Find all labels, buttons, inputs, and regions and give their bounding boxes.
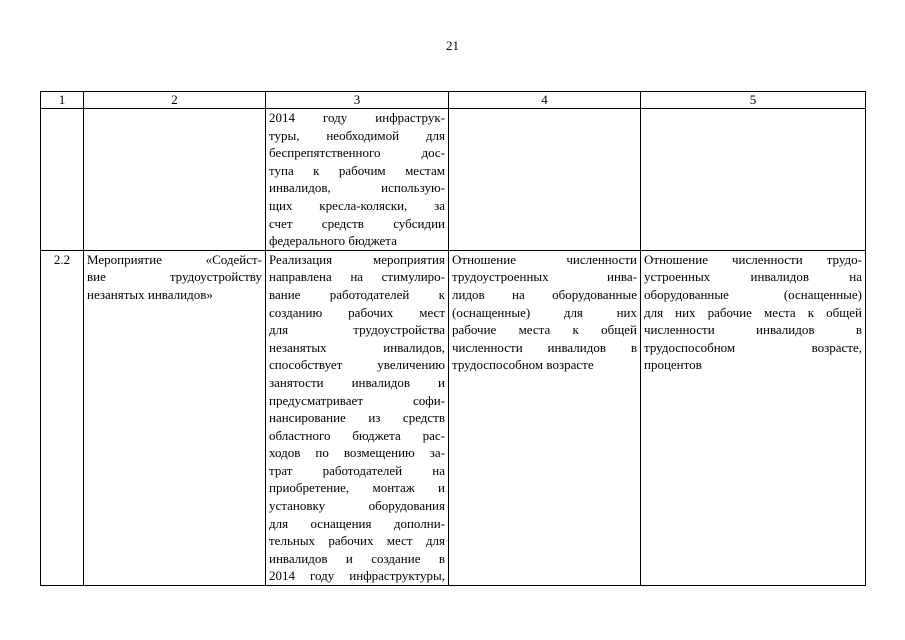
text-line: для оснащения дополни- xyxy=(269,515,445,531)
page-number: 21 xyxy=(446,38,459,53)
text-line: Реализация мероприятия xyxy=(269,251,445,267)
text-line: беспрепятственного дос- xyxy=(269,145,445,161)
text-line: рабочие места к общей xyxy=(452,322,637,338)
text-line: занятости инвалидов и xyxy=(269,374,445,390)
text-line: созданию рабочих мест xyxy=(269,304,445,320)
header-cell-5: 5 xyxy=(641,92,866,109)
text-line: незанятых инвалидов» xyxy=(87,286,213,302)
header-cell-1: 1 xyxy=(41,92,84,109)
table-row-continued xyxy=(41,109,866,251)
text-line: Мероприятие «Содейст- xyxy=(87,251,262,267)
header-cell-3: 3 xyxy=(266,92,449,109)
header-cell-4: 4 xyxy=(449,92,641,109)
text-line: численности инвалидов в xyxy=(644,322,862,338)
text-line: для них рабочие места к общей xyxy=(644,304,862,320)
measure-description-cell xyxy=(266,250,449,585)
text-line: вие трудоустройству xyxy=(87,269,262,285)
text-line: вание работодателей к xyxy=(269,286,445,302)
text-line: направлена на стимулиро- xyxy=(269,269,445,285)
table-row-2-2 xyxy=(41,250,866,585)
table-header-row xyxy=(41,92,866,109)
continued-indicator-cell xyxy=(449,109,641,251)
text-line: инвалидов и создание в xyxy=(269,550,445,566)
text-line: Отношение численности трудо- xyxy=(644,251,862,267)
text-line: трат работодателей на xyxy=(269,462,445,478)
text-line: тупа к рабочим местам xyxy=(269,162,445,178)
text-line: туры, необходимой для xyxy=(269,127,445,143)
text-line: областного бюджета рас- xyxy=(269,427,445,443)
text-line: нансирование из средств xyxy=(269,410,445,426)
text-line: трудоспособном возрасте xyxy=(452,357,594,373)
text-line: процентов xyxy=(644,357,702,373)
text-line: предусматривает софи- xyxy=(269,392,445,408)
text-line: тельных рабочих мест для xyxy=(269,533,445,549)
text-line: установку оборудования xyxy=(269,498,445,514)
continued-name-cell xyxy=(84,109,266,251)
text-line: федерального бюджета xyxy=(269,233,397,249)
text-line: щих кресла-коляски, за xyxy=(269,197,445,213)
text-line: устроенных инвалидов на xyxy=(644,269,862,285)
measure-name-cell xyxy=(84,250,266,585)
text-line: ходов по возмещению за- xyxy=(269,445,445,461)
text-line: приобретение, монтаж и xyxy=(269,480,445,496)
text-line: 2014 году инфраструк- xyxy=(269,110,445,125)
text-line: незанятых инвалидов, xyxy=(269,339,445,355)
text-line: счет средств субсидии xyxy=(269,215,445,231)
text-line: инвалидов, использую- xyxy=(269,180,445,196)
text-line: численности инвалидов в xyxy=(452,339,637,355)
continued-number-cell xyxy=(41,109,84,251)
text-line: трудоустроенных инва- xyxy=(452,269,637,285)
text-line: для трудоустройства xyxy=(269,322,445,338)
row-number-cell: 2.2 xyxy=(41,250,84,585)
continued-description-cell xyxy=(266,109,449,251)
header-cell-2: 2 xyxy=(84,92,266,109)
measures-table xyxy=(40,91,866,586)
text-line: 2014 году инфраструктуры, xyxy=(269,568,445,584)
indicator-cell xyxy=(449,250,641,585)
text-line: способствует увеличению xyxy=(269,357,445,373)
text-line: трудоспособном возрасте, xyxy=(644,339,862,355)
indicator-unit-cell xyxy=(641,250,866,585)
text-line: оборудованные (оснащенные) xyxy=(644,286,862,302)
text-line: лидов на оборудованные xyxy=(452,286,637,302)
continued-unit-cell xyxy=(641,109,866,251)
text-line: Отношение численности xyxy=(452,251,637,267)
text-line: (оснащенные) для них xyxy=(452,304,637,320)
